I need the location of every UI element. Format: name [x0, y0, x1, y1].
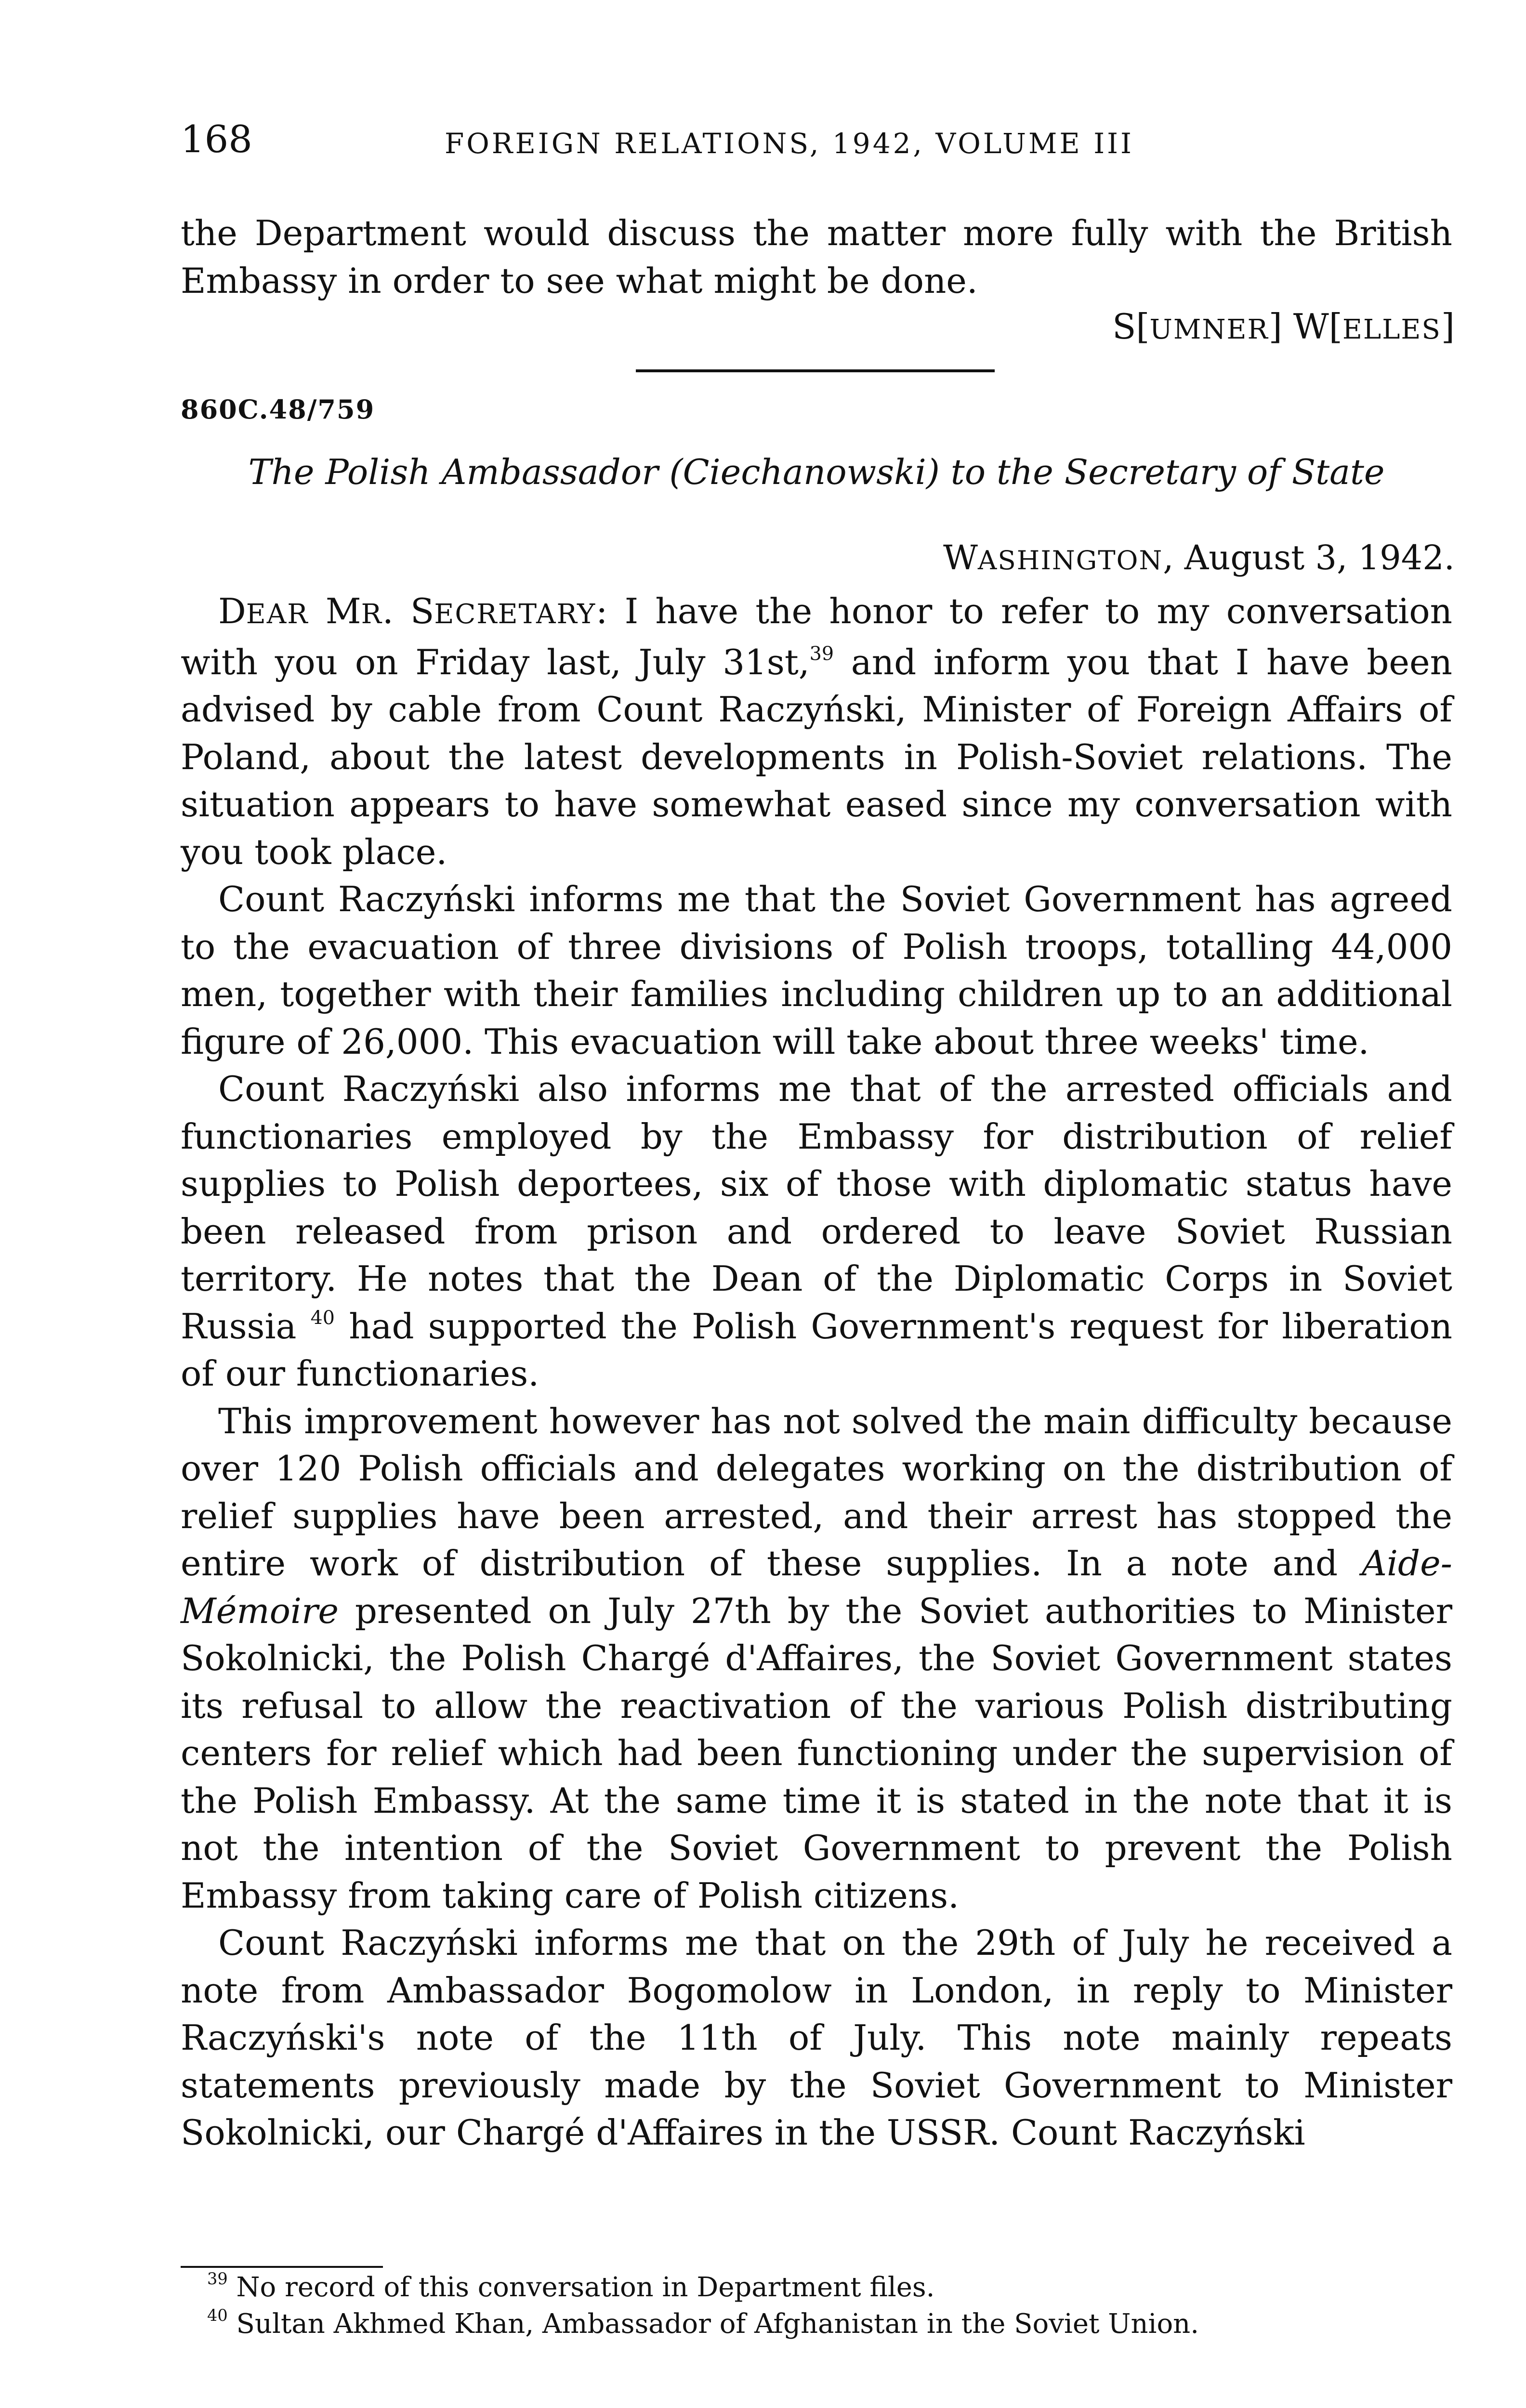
section-divider: [636, 369, 995, 372]
salutation-s: S: [410, 591, 434, 631]
footnotes: [207, 2269, 1450, 2343]
running-title: FOREIGN RELATIONS, 1942, VOLUME III: [445, 127, 1134, 160]
paragraph-1-text-a: I have the honor to refer to my conversation with you on Friday last, July 31st,: [181, 591, 1453, 682]
footnote-mark-39: 39: [207, 2269, 228, 2288]
salutation: DEAR MR. SECRETARY:: [218, 591, 608, 631]
aide-memoire-term: Aide-Mémoire: [181, 1543, 1453, 1631]
dateline-date: , August 3, 1942.: [1163, 538, 1455, 577]
footnote-text-39: No record of this conversation in Department files.: [236, 2272, 935, 2303]
letter-paragraph-1: [181, 588, 1452, 876]
heading-name: Ciechanowski: [683, 452, 926, 492]
dateline-place-rest: ASHINGTON: [977, 545, 1163, 576]
signature-s-rest: UMNER: [1149, 314, 1269, 345]
paragraph-1-text-b: and inform you that I have been advised by cable from Count Raczyński, Minister of Foreign Affairs of Poland, about the latest developments in Polish-Soviet relations. The situation appears to have somewhat eased since my conversation with you took place.: [181, 641, 1452, 872]
letter-paragraph-2: Count Raczyński informs me that the Soviet Government has agreed to the evacuation of three divisions of Polish troops, totalling 44,000 men, together with their families including children up to an additional figure of 26,000. This evacuation will take about three weeks' time.: [181, 879, 1452, 1062]
heading-from: The Polish Ambassador: [248, 452, 658, 492]
paragraph-3-text-a: Count Raczyński also informs me that of the arrested officials and functionaries employed by the Embassy for distribution of relief supplies to Polish deportees, six of those with diplomatic status have been released from prison and ordered to leave Soviet Russian territory. He notes that the Dean of the Diplomatic Corps in Soviet Russia: [181, 1069, 1452, 1347]
footnote-mark-40: 40: [207, 2305, 228, 2325]
salutation-r: R: [361, 599, 382, 630]
footnote-rule: [181, 2266, 383, 2268]
footnote-39: [207, 2269, 1450, 2306]
footnote-ref-40: 40: [310, 1306, 335, 1329]
letter-paragraph-5: Count Raczyński informs me that on the 29th of July he received a note from Ambassador Bogomolow in London, in reply to Minister Raczyński's note of the 11th of July. This note mainly repeats statements previously made by the Soviet Government to Minister Sokolnicki, our Chargé d'Affaires in the USSR. Count Raczyński: [181, 1923, 1452, 2153]
footnote-40: [207, 2306, 1450, 2343]
letter-paragraph-3: [181, 1065, 1452, 1398]
paragraph-3-text-b: had supported the Polish Government's request for liberation of our functionaries.: [181, 1306, 1452, 1394]
continuation-text: the Department would discuss the matter more fully with the British Embassy in order to see what might be done.: [181, 213, 1452, 301]
signature-s: S: [1112, 306, 1136, 347]
signature: S[UMNER] W[ELLES]: [1112, 306, 1455, 347]
file-number: 860C.48/759: [181, 394, 375, 425]
signature-w: W: [1293, 306, 1329, 347]
dateline: [943, 534, 1455, 584]
footnote-ref-39: 39: [809, 642, 834, 665]
letter-paragraph-4: [181, 1398, 1452, 1920]
heading-to: to the Secretary of State: [950, 452, 1385, 492]
paragraph-4-text-a: This improvement however has not solved the main difficulty because over 120 Polish officials and delegates working on the distribution of relief supplies have been arrested, and their arrest has stopped the entire work of distribution of these supplies. In a note and: [181, 1400, 1452, 1584]
paragraph-4-text-b: presented on July 27th by the Soviet authorities to Minister Sokolnicki, the Polish Chargé d'Affaires, the Soviet Government states its refusal to allow the reactivation of the various Polish distributing centers for relief which had been functioning under the supervision of the Polish Embassy. At the same time it is stated in the note that it is not the intention of the Soviet Government to prevent the Polish Embassy from taking care of Polish citizens.: [181, 1590, 1452, 1916]
footnote-text-40: Sultan Akhmed Khan, Ambassador of Afghanistan in the Soviet Union.: [236, 2308, 1199, 2340]
document-heading: The Polish Ambassador (Ciechanowski) to the Secretary of State: [248, 452, 1385, 492]
salutation-ecretary: ECRETARY: [434, 599, 596, 630]
salutation-d: D: [218, 591, 246, 631]
letter-body: [181, 588, 1452, 2157]
page-number: 168: [181, 118, 252, 161]
continuation-paragraph: [181, 209, 1452, 304]
salutation-m: M: [325, 591, 361, 631]
dateline-place-initial: W: [943, 538, 978, 577]
salutation-ear: EAR: [246, 599, 309, 630]
signature-w-rest: ELLES: [1342, 314, 1441, 345]
page-header: [181, 111, 1457, 173]
